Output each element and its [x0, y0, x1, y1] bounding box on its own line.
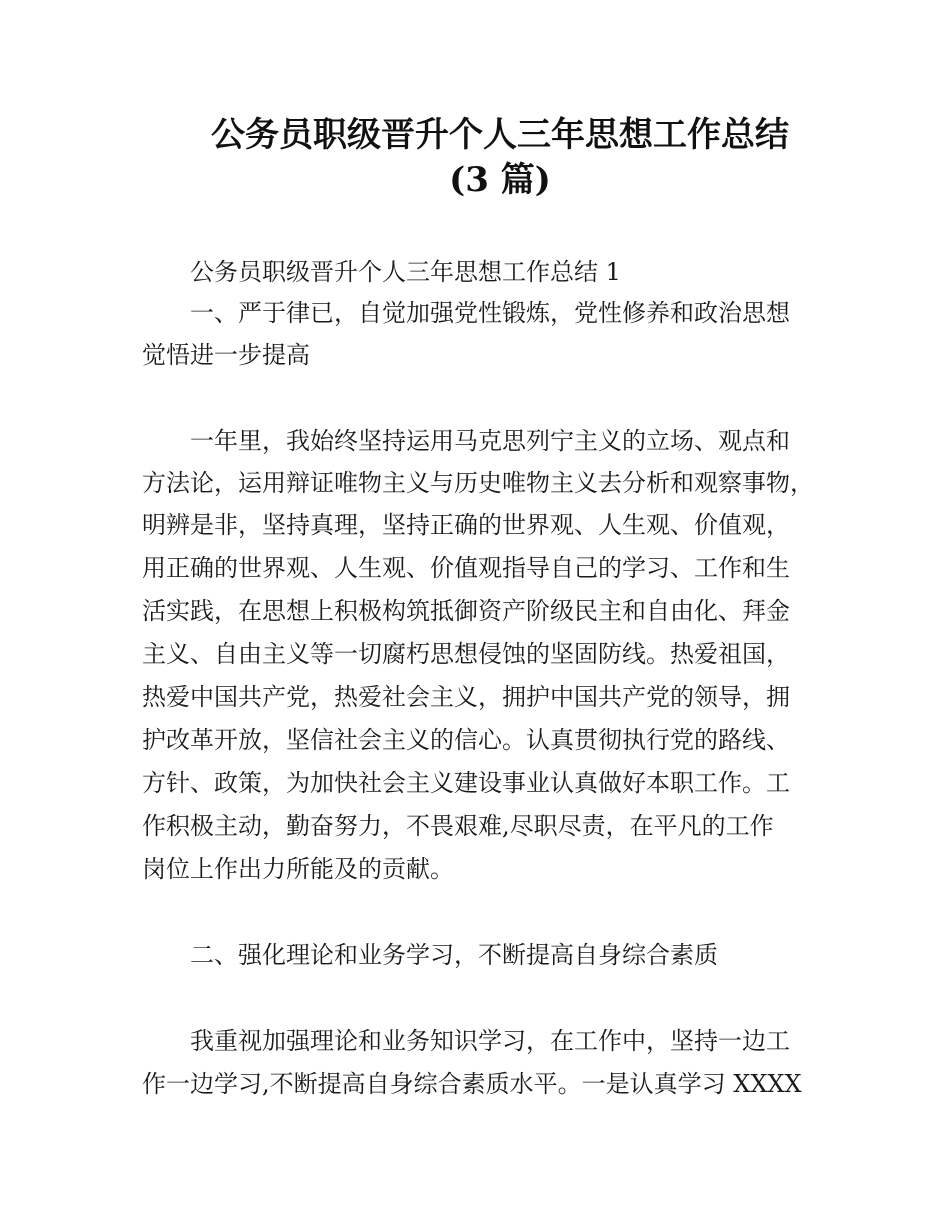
- paragraph-line: 主义、自由主义等一切腐朽思想侵蚀的坚固防线。热爱祖国，: [142, 640, 790, 668]
- section-heading: 二、强化理论和业务学习，不断提高自身综合素质: [190, 941, 718, 969]
- paragraph-line: 用正确的世界观、人生观、价值观指导自己的学习、工作和生: [142, 554, 790, 582]
- paragraph-line: 方针、政策，为加快社会主义建设事业认真做好本职工作。工: [142, 769, 790, 797]
- document-title-count: (3 篇): [449, 160, 551, 200]
- paragraph-line: 方法论，运用辩证唯物主义与历史唯物主义去分析和观察事物，: [142, 469, 814, 497]
- paragraph-line: 护改革开放，坚信社会主义的信心。认真贯彻执行党的路线、: [142, 726, 790, 754]
- paragraph-line: 我重视加强理论和业务知识学习，在工作中，坚持一边工: [190, 1027, 790, 1055]
- paragraph-line: 活实践，在思想上积极构筑抵御资产阶级民主和自由化、拜金: [142, 597, 790, 625]
- paragraph-line: 作一边学习,不断提高自身综合素质水平。一是认真学习 XXXX: [142, 1070, 802, 1098]
- paragraph-line: 一、严于律已，自觉加强党性锻炼，党性修养和政治思想: [190, 299, 790, 327]
- paragraph-line: 作积极主动，勤奋努力，不畏艰难,尽职尽责，在平凡的工作: [142, 812, 774, 840]
- paragraph-line: 热爱中国共产党，热爱社会主义，拥护中国共产党的领导，拥: [142, 683, 790, 711]
- document-title: 公务员职级晋升个人三年思想工作总结: [211, 115, 789, 155]
- paragraph-line: 岗位上作出力所能及的贡献。: [142, 855, 454, 883]
- section-heading: 公务员职级晋升个人三年思想工作总结 1: [190, 258, 621, 286]
- paragraph-line: 觉悟进一步提高: [142, 341, 310, 369]
- paragraph-line: 一年里，我始终坚持运用马克思列宁主义的立场、观点和: [190, 427, 790, 455]
- paragraph-line: 明辨是非，坚持真理，坚持正确的世界观、人生观、价值观，: [142, 511, 790, 539]
